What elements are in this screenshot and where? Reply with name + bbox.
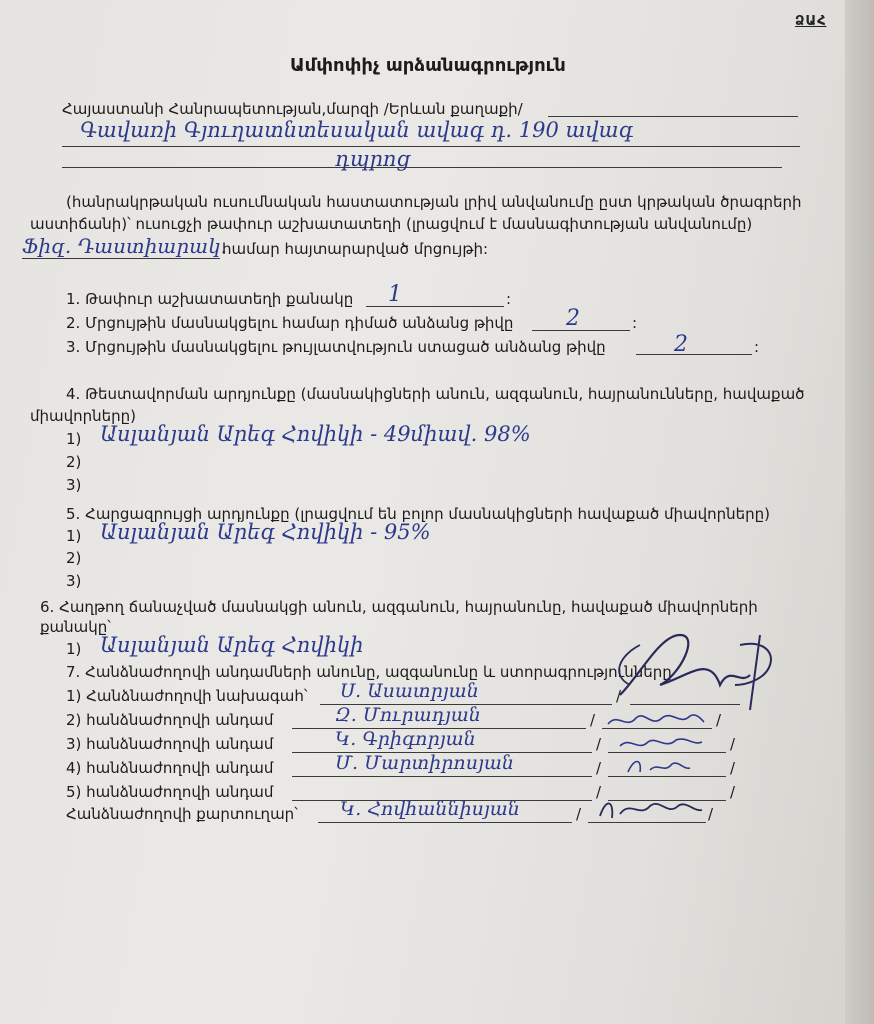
intro-line-1: (հանրակրթական ուսումնական հաստատության լրիվ անվանումը ըստ կրթական ծրագրերի (66, 193, 802, 211)
commission-row-2-end: / (716, 711, 722, 729)
intro-subject-line (22, 258, 220, 259)
interview-row-2-num: 2) (66, 549, 82, 567)
commission-row-5-label: 5) հանձնաժողովի անդամ (66, 783, 274, 801)
testing-row-3-num: 3) (66, 476, 82, 494)
interview-row-1-num: 1) (66, 527, 82, 545)
count-3-line (636, 354, 752, 355)
institution-line-2 (62, 167, 782, 168)
intro-line-2: աստիճանի)՝ ուսուցչի թափուր աշխատատեղի (լրացվում է մասնագիտության անվանումը) (30, 215, 753, 233)
count-2-value: 2 (566, 306, 580, 331)
commission-row-3-end: / (730, 735, 736, 753)
intro-handwritten-subject: Ֆիզ. Դաստիարակ. (22, 234, 228, 258)
page-title: Ամփոփիչ արձանագրություն (290, 55, 566, 76)
intro-line-3: համար հայտարարված մրցույթի: (222, 240, 489, 258)
commission-row-1-sep: / (616, 687, 622, 705)
winner-row-value: Ասլանյան Արեգ Հովիկի (100, 633, 364, 657)
secretary-signature-icon (596, 794, 706, 824)
member-2-signature-icon (606, 708, 706, 732)
commission-heading: 7. Հանձնաժողովի անդամների անունը, ազգանունը և ստորագրությունները (66, 663, 672, 681)
institution-handwritten-1: Գավառի Գյուղատնտեսական ավագ դ. 190 ավագ (80, 118, 634, 142)
winner-line-1: 6. Հաղթող ճանաչված մասնակցի անուն, ազգանուն, հայրանունը, հավաքած միավորների (40, 598, 758, 616)
member-4-signature-icon (624, 756, 694, 778)
commission-row-6-line (318, 822, 572, 823)
commission-row-2-sep: / (590, 711, 596, 729)
testing-row-2-num: 2) (66, 453, 82, 471)
count-2-label: 2. Մրցույթին մասնակցելու համար դիմած անձանց թիվը (66, 314, 514, 332)
commission-row-6-label: Հանձնաժողովի քարտուղար՝ (66, 805, 298, 823)
testing-line-1: 4. Թեստավորման արդյունքը (մասնակիցների անուն, ազգանուն, հայրանունները, հավաքած (66, 385, 805, 403)
institution-line-1 (62, 146, 800, 147)
commission-row-6-end: / (708, 805, 714, 823)
commission-row-2-label: 2) հանձնաժողովի անդամ (66, 711, 274, 729)
winner-line-2: քանակը՝ (40, 618, 111, 636)
interview-line-1: 5. Հարցազրույցի արդյունքը (լրացվում են բոլոր մասնակիցների հավաքած միավորները) (66, 505, 771, 523)
institution-label-line (548, 116, 798, 117)
institution-label: Հայաստանի Հանրապետության,մարզի /Երևան քաղաքի/ (62, 100, 523, 118)
interview-row-1-value: Ասլանյան Արեգ Հովիկի - 95% (100, 520, 431, 544)
commission-row-1-label: 1) Հանձնաժողովի նախագահ՝ (66, 687, 308, 705)
commission-row-1-name: Ս. Ասատրյան (340, 680, 479, 702)
commission-row-6-name: Կ. Հովհաննիսյան (340, 798, 520, 820)
commission-row-3-name: Կ. Գրիգորյան (335, 728, 476, 750)
institution-handwritten-2: դպրոց (335, 147, 410, 171)
commission-row-3-label: 3) հանձնաժողովի անդամ (66, 735, 274, 753)
count-1-label: 1. Թափուր աշխատատեղի քանակը (66, 290, 354, 308)
count-1-value: 1 (388, 282, 402, 307)
interview-row-3-num: 3) (66, 572, 82, 590)
commission-row-6-sep: / (576, 805, 582, 823)
commission-row-4-line (292, 776, 592, 777)
commission-row-5-sep: / (596, 783, 602, 801)
count-2-line (532, 330, 630, 331)
commission-row-4-end: / (730, 759, 736, 777)
testing-row-1-value: Ասլանյան Արեգ Հովիկի - 49միավ. 98% (100, 422, 531, 446)
count-3-suffix: : (754, 338, 760, 356)
commission-row-4-sep: / (596, 759, 602, 777)
winner-row-num: 1) (66, 640, 82, 658)
commission-row-4-label: 4) հանձնաժողովի անդամ (66, 759, 274, 777)
testing-row-1-num: 1) (66, 430, 82, 448)
commission-row-4-name: Մ. Մարտիրոսյան (335, 752, 514, 774)
corner-mark: ՁԱՀ (795, 14, 827, 29)
count-1-suffix: : (506, 290, 512, 308)
commission-row-3-sep: / (596, 735, 602, 753)
member-3-signature-icon (616, 732, 706, 754)
commission-row-5-end: / (730, 783, 736, 801)
page-fold-shadow (845, 0, 874, 1024)
chair-signature-icon (600, 615, 790, 715)
commission-row-2-name: Զ. Մուրադյան (335, 704, 481, 726)
count-3-label: 3. Մրցույթին մասնակցելու թույլատվություն ստացած անձանց թիվը (66, 338, 606, 356)
count-1-line (366, 306, 504, 307)
count-3-value: 2 (674, 332, 688, 357)
testing-line-2: միավորները) (30, 407, 137, 425)
count-2-suffix: : (632, 314, 638, 332)
